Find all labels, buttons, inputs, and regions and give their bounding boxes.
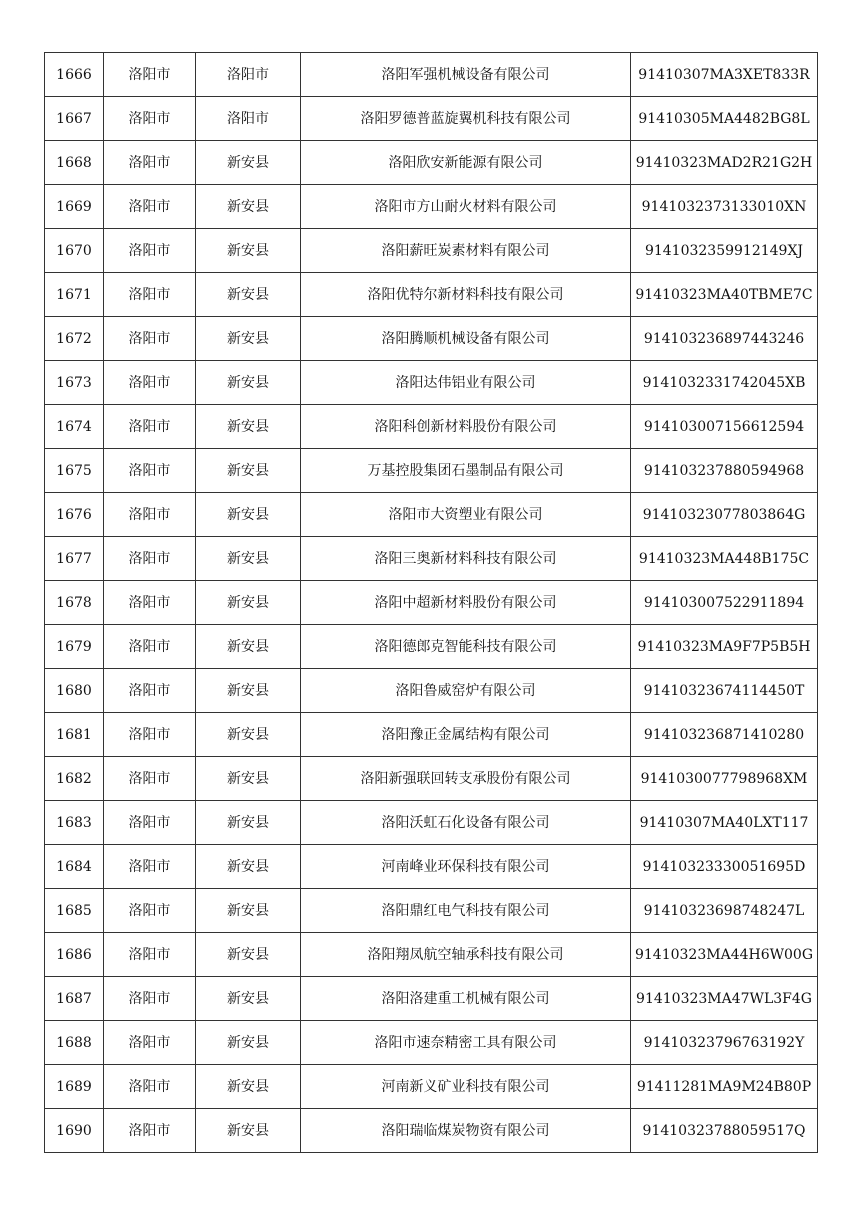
county-cell: 新安县 — [196, 493, 301, 537]
city-cell: 洛阳市 — [104, 273, 196, 317]
row-number-cell: 1672 — [45, 317, 104, 361]
credit-code-cell: 914103007156612594 — [631, 405, 818, 449]
credit-code-cell: 91410323MA40TBME7C — [631, 273, 818, 317]
table-row — [45, 493, 818, 537]
city-cell: 洛阳市 — [104, 537, 196, 581]
city-cell: 洛阳市 — [104, 581, 196, 625]
table-row — [45, 1109, 818, 1153]
table-row — [45, 669, 818, 713]
county-cell: 新安县 — [196, 845, 301, 889]
table-row — [45, 713, 818, 757]
county-cell: 新安县 — [196, 1065, 301, 1109]
row-number-cell: 1683 — [45, 801, 104, 845]
credit-code-cell: 91410323796763192Y — [631, 1021, 818, 1065]
credit-code-cell: 91410323MA448B175C — [631, 537, 818, 581]
city-cell: 洛阳市 — [104, 361, 196, 405]
company-name-cell: 洛阳沃虹石化设备有限公司 — [301, 801, 631, 845]
table-row — [45, 97, 818, 141]
company-name-cell: 洛阳市方山耐火材料有限公司 — [301, 185, 631, 229]
table-row — [45, 889, 818, 933]
row-number-cell: 1677 — [45, 537, 104, 581]
table-row — [45, 801, 818, 845]
county-cell: 新安县 — [196, 317, 301, 361]
credit-code-cell: 91410323MA44H6W00G — [631, 933, 818, 977]
city-cell: 洛阳市 — [104, 757, 196, 801]
row-number-cell: 1667 — [45, 97, 104, 141]
table-row — [45, 757, 818, 801]
row-number-cell: 1666 — [45, 53, 104, 97]
row-number-cell: 1686 — [45, 933, 104, 977]
city-cell: 洛阳市 — [104, 669, 196, 713]
row-number-cell: 1668 — [45, 141, 104, 185]
city-cell: 洛阳市 — [104, 889, 196, 933]
county-cell: 新安县 — [196, 537, 301, 581]
company-name-cell: 洛阳鲁威窑炉有限公司 — [301, 669, 631, 713]
county-cell: 新安县 — [196, 1021, 301, 1065]
table-row — [45, 273, 818, 317]
table-row — [45, 1021, 818, 1065]
credit-code-cell: 91410323330051695D — [631, 845, 818, 889]
company-name-cell: 洛阳洛建重工机械有限公司 — [301, 977, 631, 1021]
company-name-cell: 洛阳豫正金属结构有限公司 — [301, 713, 631, 757]
credit-code-cell: 91410323MA9F7P5B5H — [631, 625, 818, 669]
table-row — [45, 845, 818, 889]
company-name-cell: 洛阳腾顺机械设备有限公司 — [301, 317, 631, 361]
table-row — [45, 581, 818, 625]
table-row — [45, 405, 818, 449]
county-cell: 洛阳市 — [196, 53, 301, 97]
row-number-cell: 1690 — [45, 1109, 104, 1153]
company-name-cell: 洛阳军强机械设备有限公司 — [301, 53, 631, 97]
company-name-cell: 洛阳市大资塑业有限公司 — [301, 493, 631, 537]
row-number-cell: 1680 — [45, 669, 104, 713]
county-cell: 新安县 — [196, 405, 301, 449]
credit-code-cell: 9141032373133010XN — [631, 185, 818, 229]
company-name-cell: 洛阳优特尔新材料科技有限公司 — [301, 273, 631, 317]
company-name-cell: 洛阳中超新材料股份有限公司 — [301, 581, 631, 625]
city-cell: 洛阳市 — [104, 1065, 196, 1109]
credit-code-cell: 91410323698748247L — [631, 889, 818, 933]
county-cell: 新安县 — [196, 933, 301, 977]
company-name-cell: 河南峰业环保科技有限公司 — [301, 845, 631, 889]
credit-code-cell: 91410305MA4482BG8L — [631, 97, 818, 141]
row-number-cell: 1689 — [45, 1065, 104, 1109]
credit-code-cell: 91411281MA9M24B80P — [631, 1065, 818, 1109]
row-number-cell: 1679 — [45, 625, 104, 669]
company-name-cell: 洛阳市速奈精密工具有限公司 — [301, 1021, 631, 1065]
county-cell: 新安县 — [196, 713, 301, 757]
credit-code-cell: 914103236897443246 — [631, 317, 818, 361]
county-cell: 新安县 — [196, 273, 301, 317]
table-row — [45, 537, 818, 581]
credit-code-cell: 91410307MA40LXT117 — [631, 801, 818, 845]
city-cell: 洛阳市 — [104, 493, 196, 537]
row-number-cell: 1676 — [45, 493, 104, 537]
credit-code-cell: 9141030077798968XM — [631, 757, 818, 801]
company-name-cell: 洛阳德郎克智能科技有限公司 — [301, 625, 631, 669]
company-name-cell: 洛阳瑞临煤炭物资有限公司 — [301, 1109, 631, 1153]
row-number-cell: 1688 — [45, 1021, 104, 1065]
row-number-cell: 1678 — [45, 581, 104, 625]
city-cell: 洛阳市 — [104, 933, 196, 977]
credit-code-cell: 91410307MA3XET833R — [631, 53, 818, 97]
row-number-cell: 1681 — [45, 713, 104, 757]
city-cell: 洛阳市 — [104, 229, 196, 273]
row-number-cell: 1675 — [45, 449, 104, 493]
company-name-cell: 河南新义矿业科技有限公司 — [301, 1065, 631, 1109]
company-name-cell: 洛阳三奥新材料科技有限公司 — [301, 537, 631, 581]
company-name-cell: 万基控股集团石墨制品有限公司 — [301, 449, 631, 493]
row-number-cell: 1670 — [45, 229, 104, 273]
county-cell: 新安县 — [196, 361, 301, 405]
credit-code-cell: 91410323674114450T — [631, 669, 818, 713]
county-cell: 新安县 — [196, 669, 301, 713]
company-name-cell: 洛阳达伟铝业有限公司 — [301, 361, 631, 405]
row-number-cell: 1684 — [45, 845, 104, 889]
city-cell: 洛阳市 — [104, 1109, 196, 1153]
city-cell: 洛阳市 — [104, 97, 196, 141]
city-cell: 洛阳市 — [104, 449, 196, 493]
table-row — [45, 1065, 818, 1109]
row-number-cell: 1671 — [45, 273, 104, 317]
table-row — [45, 53, 818, 97]
county-cell: 洛阳市 — [196, 97, 301, 141]
city-cell: 洛阳市 — [104, 713, 196, 757]
county-cell: 新安县 — [196, 229, 301, 273]
city-cell: 洛阳市 — [104, 53, 196, 97]
table-row — [45, 977, 818, 1021]
city-cell: 洛阳市 — [104, 185, 196, 229]
credit-code-cell: 91410323077803864G — [631, 493, 818, 537]
credit-code-cell: 914103236871410280 — [631, 713, 818, 757]
county-cell: 新安县 — [196, 141, 301, 185]
credit-code-cell: 91410323MAD2R21G2H — [631, 141, 818, 185]
table-row — [45, 449, 818, 493]
table-row — [45, 933, 818, 977]
credit-code-cell: 914103007522911894 — [631, 581, 818, 625]
company-name-cell: 洛阳新强联回转支承股份有限公司 — [301, 757, 631, 801]
company-name-cell: 洛阳薪旺炭素材料有限公司 — [301, 229, 631, 273]
company-name-cell: 洛阳欣安新能源有限公司 — [301, 141, 631, 185]
company-name-cell: 洛阳鼎红电气科技有限公司 — [301, 889, 631, 933]
city-cell: 洛阳市 — [104, 141, 196, 185]
county-cell: 新安县 — [196, 1109, 301, 1153]
county-cell: 新安县 — [196, 801, 301, 845]
county-cell: 新安县 — [196, 185, 301, 229]
credit-code-cell: 91410323MA47WL3F4G — [631, 977, 818, 1021]
row-number-cell: 1687 — [45, 977, 104, 1021]
county-cell: 新安县 — [196, 757, 301, 801]
county-cell: 新安县 — [196, 449, 301, 493]
credit-code-cell: 9141032331742045XB — [631, 361, 818, 405]
city-cell: 洛阳市 — [104, 405, 196, 449]
city-cell: 洛阳市 — [104, 845, 196, 889]
table-row — [45, 317, 818, 361]
row-number-cell: 1669 — [45, 185, 104, 229]
city-cell: 洛阳市 — [104, 317, 196, 361]
county-cell: 新安县 — [196, 889, 301, 933]
company-name-cell: 洛阳罗德普蓝旋翼机科技有限公司 — [301, 97, 631, 141]
table-row — [45, 185, 818, 229]
credit-code-cell: 91410323788059517Q — [631, 1109, 818, 1153]
row-number-cell: 1674 — [45, 405, 104, 449]
company-name-cell: 洛阳科创新材料股份有限公司 — [301, 405, 631, 449]
table-row — [45, 141, 818, 185]
city-cell: 洛阳市 — [104, 801, 196, 845]
city-cell: 洛阳市 — [104, 1021, 196, 1065]
county-cell: 新安县 — [196, 625, 301, 669]
city-cell: 洛阳市 — [104, 625, 196, 669]
credit-code-cell: 9141032359912149XJ — [631, 229, 818, 273]
table-row — [45, 229, 818, 273]
row-number-cell: 1685 — [45, 889, 104, 933]
row-number-cell: 1682 — [45, 757, 104, 801]
row-number-cell: 1673 — [45, 361, 104, 405]
city-cell: 洛阳市 — [104, 977, 196, 1021]
county-cell: 新安县 — [196, 977, 301, 1021]
enterprise-list-table — [44, 52, 818, 1153]
company-name-cell: 洛阳翔凤航空轴承科技有限公司 — [301, 933, 631, 977]
table-row — [45, 361, 818, 405]
table-row — [45, 625, 818, 669]
credit-code-cell: 914103237880594968 — [631, 449, 818, 493]
table-body — [45, 53, 818, 1153]
county-cell: 新安县 — [196, 581, 301, 625]
